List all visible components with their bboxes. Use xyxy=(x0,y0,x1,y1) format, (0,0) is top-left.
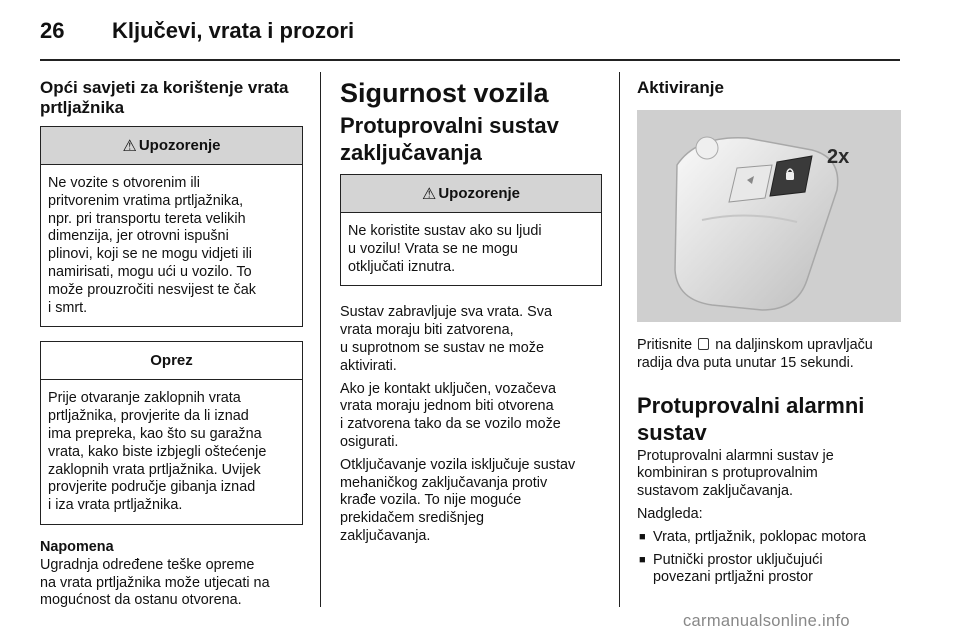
paragraph: Otključavanje vozila isključuje sustav mehaničkog zaključavanja protiv krađe vozila. To nije moguće prekidačem središnjeg zaključavanja. xyxy=(340,456,576,544)
caution-box xyxy=(40,341,303,525)
warning-triangle-icon: ⚠ xyxy=(421,185,437,203)
monitors-label: Nadgleda: xyxy=(637,505,703,522)
paragraph: Sustav zabravljuje sva vrata. Sva vrata moraju biti zatvorena, u suprotnom se sustav ne može aktivirati. xyxy=(340,304,552,374)
section-subtitle: Protuprovalni alarmni sustav xyxy=(637,392,865,445)
instruction-text-start: Pritisnite xyxy=(637,337,693,353)
warning-box-title: Upozorenje xyxy=(438,185,521,202)
warning-box xyxy=(340,174,602,286)
watermark: carmanualsonline.info xyxy=(683,612,850,630)
section-subtitle: Protuprovalni sustav zaključavanja xyxy=(340,113,559,165)
key-fob-icon xyxy=(637,110,901,322)
page-number: 26 xyxy=(40,18,65,43)
instruction-text-end: na daljinskom upravljaču radija dva puta unutar 15 sekundi. xyxy=(637,337,873,371)
list-item xyxy=(637,529,901,547)
column-left xyxy=(40,78,303,615)
section-title: Sigurnost vozila xyxy=(340,78,549,108)
column-divider-1 xyxy=(320,72,321,607)
instruction-text xyxy=(637,337,901,373)
bullet-square-icon: ■ xyxy=(639,530,646,543)
warning-box-title: Upozorenje xyxy=(138,137,221,154)
caution-box-title: Oprez xyxy=(150,352,193,370)
caution-box-header xyxy=(41,342,302,380)
note-text: Ugradnja određene teške opreme na vrata prtljažnika može utjecati na mogućnost da ostanu otvorena. xyxy=(40,556,270,609)
chapter-title: Ključevi, vrata i prozori xyxy=(112,18,355,43)
key-fob-illustration xyxy=(637,110,901,322)
warning-triangle-icon: ⚠ xyxy=(122,137,137,155)
note-title: Napomena xyxy=(40,538,114,555)
bullet-square-icon: ■ xyxy=(639,553,646,566)
column-right xyxy=(637,78,901,587)
warning-box-text: Ne vozite s otvorenim ili pritvorenim vratima prtljažnika, npr. pri transportu tereta velikih dimenzija, jer otrovni ispušni plinovi, koji se ne mogu vidjeti ili namirisati, mogu ući u vozilo. To može prouzročiti nesvijest te čak i smrt. xyxy=(48,175,256,316)
warning-box-header xyxy=(341,175,601,213)
caution-box-text: Prije otvaranje zaklopnih vrata prtljažnika, provjerite da li iznad ima prepreka, kao što su garažna vrata, kako biste izbjegli oštećenje zaklopnih vrata prtljažnika. Uvijek provjerite područje gibanja iznad i iza vrata prtljažnika. xyxy=(48,390,267,514)
column-middle xyxy=(340,78,602,551)
warning-box xyxy=(40,126,303,327)
section-heading: Opći savjeti za korištenje vrata prtljažnika xyxy=(40,78,289,117)
press-count-label: 2x xyxy=(827,146,850,168)
list-item xyxy=(637,552,901,588)
list-item-text: Putnički prostor uključujući povezani prtljažni prostor xyxy=(653,551,823,586)
list-item-text: Vrata, prtljažnik, poklopac motora xyxy=(653,528,867,545)
paragraph: Ako je kontakt uključen, vozačeva vrata moraju jednom biti otvorena i zatvorena tako da se vozilo može osigurati. xyxy=(340,380,561,450)
warning-box-header xyxy=(41,127,302,165)
paragraph: Protuprovalni alarmni sustav je kombiniran s protuprovalnim sustavom zaključavanja. xyxy=(637,447,834,500)
lock-icon xyxy=(698,338,709,350)
warning-box-text: Ne koristite sustav ako su ljudi u vozilu! Vrata se ne mogu otključati iznutra. xyxy=(348,223,542,275)
column-divider-2 xyxy=(619,72,620,607)
header-divider xyxy=(40,59,900,61)
section-heading: Aktiviranje xyxy=(637,78,724,97)
